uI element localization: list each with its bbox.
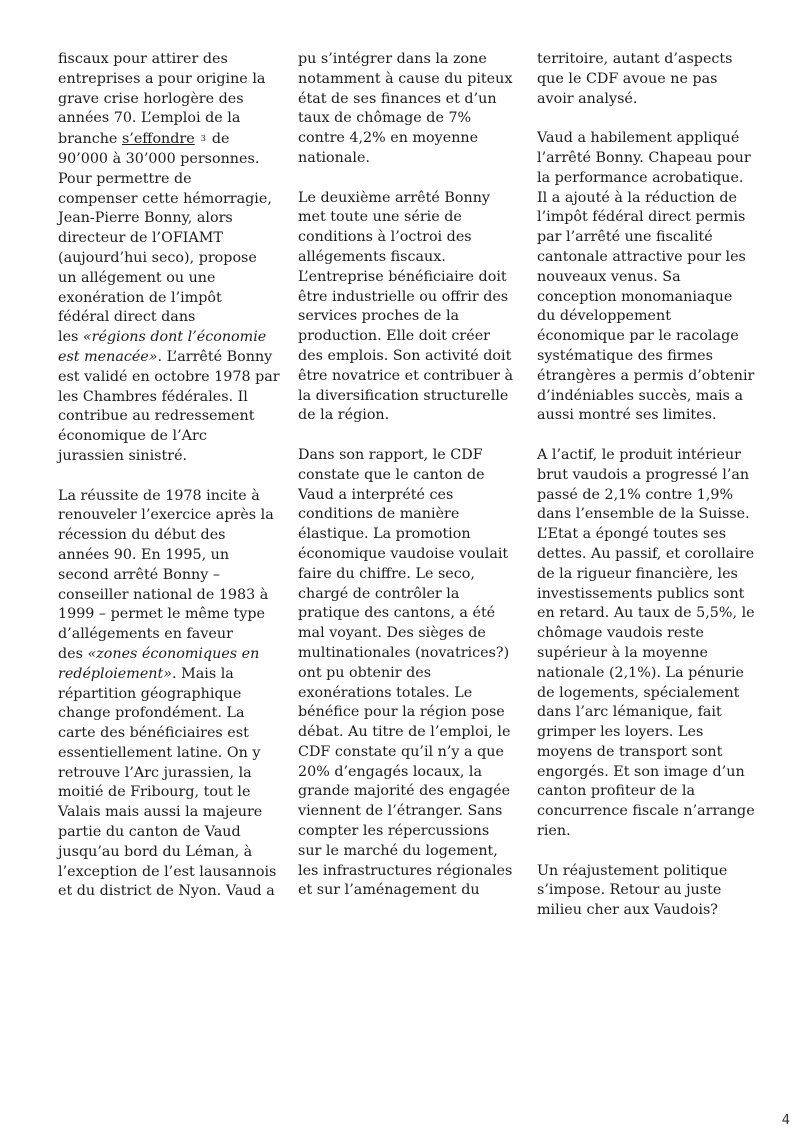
text-run: Pour permettre de	[58, 170, 192, 187]
text-run: systématique des firmes	[537, 347, 713, 364]
text-run: . Mais la	[172, 665, 234, 682]
text-run: L’entreprise bénéficiaire doit	[298, 268, 507, 285]
text-run: compter les répercussions	[298, 823, 490, 840]
text-line	[58, 823, 278, 843]
text-run: économique par le racolage	[537, 328, 739, 345]
text-run: de logements, spécialement	[537, 684, 740, 701]
text-line	[298, 268, 518, 288]
text-run: services proches de la	[298, 308, 460, 325]
text-run: partie du canton de Vaud	[58, 824, 241, 841]
text-run: compenser cette hémorragie,	[58, 190, 272, 207]
paragraph	[537, 129, 757, 426]
text-line	[58, 289, 278, 309]
text-line	[537, 604, 757, 624]
text-run: 20% d’engagés locaux, la	[298, 763, 483, 780]
text-run: un allégement ou une	[58, 269, 216, 286]
text-run: grande majorité des engagée	[298, 783, 511, 800]
text-run: carte des bénéficiaires est	[58, 725, 249, 742]
text-run: exonérations totales. Le	[298, 684, 473, 701]
text-line	[298, 367, 518, 387]
text-line	[58, 605, 278, 625]
text-run: concurrence fiscale n’arrange	[537, 803, 755, 820]
text-run: CDF constate qu’il n’y a que	[298, 743, 504, 760]
text-line	[298, 347, 518, 367]
text-line	[58, 348, 278, 368]
text-run: conseiller national de 1983 à	[58, 586, 269, 603]
text-line	[58, 685, 278, 705]
text-run: territoire, autant d’aspects	[537, 51, 733, 67]
text-run: essentiellement latine. On y	[58, 744, 261, 761]
text-run: pu s’intégrer dans la zone	[298, 51, 487, 67]
text-run: dans l’arc lémanique, fait	[537, 704, 722, 721]
text-run: dettes. Au passif, et corollaire	[537, 545, 755, 562]
text-line	[58, 882, 278, 902]
text-line	[298, 406, 518, 426]
text-line	[58, 704, 278, 724]
text-run: L’Etat a épongé toutes ses	[537, 526, 727, 543]
text-run: Un réajustement politique	[537, 862, 728, 879]
text-line	[298, 565, 518, 585]
text-line	[537, 367, 757, 387]
text-run: rien.	[537, 823, 571, 840]
page-number: 4	[781, 1113, 790, 1128]
text-run: Dans son rapport, le CDF	[298, 446, 483, 463]
text-line	[537, 644, 757, 664]
text-line	[537, 743, 757, 763]
text-line	[537, 327, 757, 347]
text-run: l’exception de l’est lausannois	[58, 863, 277, 880]
text-run: économique vaudoise voulait	[298, 545, 509, 562]
text-column-3	[537, 50, 757, 941]
text-run: état de ses finances et d’un	[298, 90, 497, 107]
text-line	[298, 525, 518, 545]
text-run: allégements fiscaux.	[298, 248, 446, 265]
text-run: la performance acrobatique.	[537, 169, 744, 186]
text-line	[537, 881, 757, 901]
text-line	[58, 90, 278, 110]
text-run: constate que le canton de	[298, 466, 485, 483]
text-run: branche	[58, 131, 122, 148]
text-line	[298, 842, 518, 862]
text-line	[298, 802, 518, 822]
text-line	[537, 70, 757, 90]
text-run: entreprises a pour origine la	[58, 70, 266, 87]
text-line	[58, 407, 278, 427]
text-line	[58, 803, 278, 823]
text-run: nouveaux venus. Sa	[537, 268, 681, 285]
text-run: milieu cher aux Vaudois?	[537, 902, 718, 919]
text-line	[298, 604, 518, 624]
text-run: jurassien sinistré.	[58, 447, 188, 464]
text-line	[298, 881, 518, 901]
text-run: supérieur à la moyenne	[537, 644, 708, 661]
text-line	[537, 248, 757, 268]
text-run: que le CDF avoue ne pas	[537, 70, 718, 87]
paragraph	[58, 487, 278, 903]
text-line	[58, 269, 278, 289]
text-run: débat. Au titre de l’emploi, le	[298, 724, 511, 741]
text-line	[537, 50, 757, 70]
text-run: avoir analysé.	[537, 90, 638, 107]
text-line	[298, 486, 518, 506]
text-line	[537, 129, 757, 149]
text-run: économique de l’Arc	[58, 428, 207, 445]
text-line	[298, 307, 518, 327]
text-line	[298, 703, 518, 723]
text-line	[298, 228, 518, 248]
text-line	[58, 150, 278, 170]
text-run: de	[211, 131, 230, 148]
text-run: des	[58, 645, 88, 662]
text-line	[298, 109, 518, 129]
text-line	[537, 307, 757, 327]
text-run: être novatrice et contribuer à	[298, 367, 514, 384]
text-run: moyens de transport sont	[537, 743, 723, 760]
text-run: second arrêté Bonny –	[58, 566, 221, 583]
text-run: élastique. La promotion	[298, 526, 471, 543]
text-line	[58, 170, 278, 190]
text-run: retrouve l’Arc jurassien, la	[58, 764, 252, 781]
text-column-1	[58, 50, 278, 922]
text-line	[58, 447, 278, 467]
text-run: d’allégements en faveur	[58, 626, 233, 643]
text-run: pratique des cantons, a été	[298, 605, 496, 622]
text-line	[298, 189, 518, 209]
text-line	[537, 208, 757, 228]
text-line	[298, 862, 518, 882]
italic-quote: est menacée»	[58, 348, 158, 365]
text-run: grave crise horlogère des	[58, 90, 244, 107]
text-line	[537, 505, 757, 525]
text-line	[537, 763, 757, 783]
text-run: renouveler l’exercice après la	[58, 507, 274, 524]
text-line	[298, 624, 518, 644]
text-line	[537, 525, 757, 545]
text-run: l’arrêté Bonny. Chapeau pour	[537, 149, 751, 166]
text-line	[58, 50, 278, 70]
text-run: chargé de contrôler la	[298, 585, 460, 602]
text-run: de la région.	[298, 407, 390, 424]
text-run: change profondément. La	[58, 705, 245, 722]
text-run: (aujourd’hui seco), propose	[58, 249, 257, 266]
paragraph	[58, 50, 278, 467]
text-line	[537, 802, 757, 822]
text-line	[537, 90, 757, 110]
text-run: fiscaux pour attirer des	[58, 51, 228, 67]
text-line	[537, 664, 757, 684]
text-line	[58, 427, 278, 447]
italic-quote: «zones économiques en	[87, 645, 260, 662]
text-run: des emplois. Son activité doit	[298, 347, 512, 364]
text-run: 90’000 à 30’000 personnes.	[58, 150, 260, 167]
text-run: . L’arrêté Bonny	[157, 348, 273, 365]
text-run: contre 4,2% en moyenne	[298, 130, 479, 147]
text-run: conditions à l’octroi des	[298, 229, 472, 246]
text-run: et du district de Nyon. Vaud a	[58, 883, 275, 900]
text-line	[298, 208, 518, 228]
paragraph	[537, 862, 757, 921]
text-run: fédéral direct dans	[58, 309, 196, 326]
text-run: faire du chiffre. Le seco,	[298, 565, 475, 582]
text-line	[537, 406, 757, 426]
text-line	[58, 724, 278, 744]
text-run: canton profiteur de la	[537, 783, 696, 800]
text-line	[58, 368, 278, 388]
text-line	[58, 665, 278, 685]
text-line	[58, 546, 278, 566]
text-line	[58, 109, 278, 129]
text-line	[58, 190, 278, 210]
text-run: brut vaudois a progressé l’an	[537, 466, 750, 483]
text-line	[537, 347, 757, 367]
text-line	[298, 585, 518, 605]
text-run: bénéfice pour la région pose	[298, 704, 505, 721]
text-run: chômage vaudois reste	[537, 625, 704, 642]
italic-quote: redéploiement»	[58, 665, 172, 682]
footnote-marker: 3	[200, 134, 206, 144]
text-line	[537, 862, 757, 882]
text-run: multinationales (novatrices?)	[298, 644, 510, 661]
text-run: d’indéniables succès, mais a	[537, 387, 743, 404]
text-run: les	[58, 329, 83, 346]
text-column-2	[298, 50, 518, 921]
text-line	[298, 723, 518, 743]
text-run: Le deuxième arrêté Bonny	[298, 189, 490, 206]
paragraph	[298, 446, 518, 901]
text-line	[58, 229, 278, 249]
text-run: Vaud a interprété ces	[298, 486, 454, 503]
text-run: conditions de manière	[298, 506, 460, 523]
text-line	[58, 586, 278, 606]
paragraph	[298, 50, 518, 169]
text-run: Jean-Pierre Bonny, alors	[58, 210, 233, 227]
text-line	[58, 129, 278, 150]
text-line	[298, 782, 518, 802]
text-line	[58, 388, 278, 408]
text-line	[537, 585, 757, 605]
text-line	[537, 782, 757, 802]
text-line	[537, 268, 757, 288]
text-line	[298, 70, 518, 90]
text-run: Vaud a habilement appliqué	[537, 130, 740, 147]
text-run: ont pu obtenir des	[298, 664, 432, 681]
text-run: directeur de l’OFIAMT	[58, 230, 223, 247]
text-line	[298, 505, 518, 525]
text-run: notamment à cause du piteux	[298, 70, 513, 87]
text-line	[298, 129, 518, 149]
text-line	[298, 684, 518, 704]
text-run: Il a ajouté à la réduction de	[537, 189, 738, 206]
text-line	[537, 624, 757, 644]
text-line	[58, 863, 278, 883]
text-line	[537, 565, 757, 585]
text-line	[58, 843, 278, 863]
underlined-word: s’effondre	[121, 131, 195, 148]
text-run: années 90. En 1995, un	[58, 546, 230, 563]
paragraph	[537, 50, 757, 109]
text-line	[537, 228, 757, 248]
text-line	[298, 446, 518, 466]
text-run: 1999 – permet le même type	[58, 606, 265, 623]
text-line	[58, 209, 278, 229]
text-line	[58, 308, 278, 328]
text-line	[58, 249, 278, 269]
text-line	[537, 446, 757, 466]
paragraph	[537, 446, 757, 842]
text-line	[298, 763, 518, 783]
text-run: investissements publics sont	[537, 585, 745, 602]
text-line	[298, 327, 518, 347]
text-run: Valais mais aussi la majeure	[58, 804, 263, 821]
text-line	[537, 387, 757, 407]
text-line	[298, 822, 518, 842]
text-line	[537, 684, 757, 704]
text-run: l’impôt fédéral direct permis	[537, 209, 746, 226]
text-line	[298, 50, 518, 70]
text-line	[537, 723, 757, 743]
text-line	[58, 506, 278, 526]
text-run: être industrielle ou offrir des	[298, 288, 509, 305]
text-line	[58, 625, 278, 645]
text-line	[298, 149, 518, 169]
text-line	[537, 545, 757, 565]
text-line	[298, 288, 518, 308]
text-line	[537, 486, 757, 506]
text-line	[298, 664, 518, 684]
text-run: récession du début des	[58, 527, 226, 544]
text-line	[58, 487, 278, 507]
text-run: nationale (2,1%). La pénurie	[537, 664, 744, 681]
text-run: A l’actif, le produit intérieur	[537, 446, 741, 463]
text-run: nationale.	[298, 149, 370, 166]
text-run: répartition géographique	[58, 685, 242, 702]
text-line	[537, 466, 757, 486]
text-run: les infrastructures régionales	[298, 862, 513, 879]
text-run: du développement	[537, 308, 671, 325]
paragraph	[298, 189, 518, 427]
text-line	[58, 328, 278, 348]
text-run: conception monomaniaque	[537, 288, 733, 305]
text-line	[298, 387, 518, 407]
text-run: aussi montré ses limites.	[537, 407, 717, 424]
text-run: la diversification structurelle	[298, 387, 509, 404]
text-line	[58, 783, 278, 803]
text-run: La réussite de 1978 incite à	[58, 487, 260, 504]
text-run: mal voyant. Des sièges de	[298, 625, 486, 642]
text-run: par l’arrêté une fiscalité	[537, 229, 713, 246]
text-run: s’impose. Retour au juste	[537, 882, 722, 899]
text-run: est validé en octobre 1978 par	[58, 368, 280, 385]
text-run: de la rigueur financière, les	[537, 565, 738, 582]
text-line	[537, 822, 757, 842]
text-run: contribue au redressement	[58, 408, 255, 425]
text-run: sur le marché du logement,	[298, 842, 498, 859]
text-run: met toute une série de	[298, 209, 462, 226]
text-run: étrangères a permis d’obtenir	[537, 367, 755, 384]
text-run: jusqu’au bord du Léman, à	[58, 843, 253, 860]
text-line	[298, 644, 518, 664]
text-line	[298, 743, 518, 763]
text-run: exonération de l’impôt	[58, 289, 222, 306]
text-line	[58, 764, 278, 784]
text-run: les Chambres fédérales. Il	[58, 388, 248, 405]
text-line	[298, 90, 518, 110]
text-line	[537, 901, 757, 921]
text-line	[58, 744, 278, 764]
text-line	[537, 288, 757, 308]
text-line	[537, 149, 757, 169]
text-line	[58, 566, 278, 586]
text-line	[537, 169, 757, 189]
text-line	[58, 645, 278, 665]
text-run: années 70. L’emploi de la	[58, 110, 241, 127]
text-line	[537, 189, 757, 209]
text-line	[298, 466, 518, 486]
text-line	[58, 526, 278, 546]
text-run: cantonale attractive pour les	[537, 248, 746, 265]
text-run: grimper les loyers. Les	[537, 724, 704, 741]
text-run: en retard. Au taux de 5,5%, le	[537, 605, 755, 622]
text-run: taux de chômage de 7%	[298, 110, 472, 127]
text-run: production. Elle doit créer	[298, 328, 490, 345]
text-run: passé de 2,1% contre 1,9%	[537, 486, 734, 503]
text-run: et sur l’aménagement du	[298, 882, 480, 899]
text-run: engorgés. Et son image d’un	[537, 763, 745, 780]
text-run: viennent de l’étranger. Sans	[298, 803, 503, 820]
text-line	[537, 703, 757, 723]
text-run: moitié de Fribourg, tout le	[58, 784, 251, 801]
text-run: dans l’ensemble de la Suisse.	[537, 506, 750, 523]
italic-quote: «régions dont l’économie	[82, 329, 267, 346]
text-line	[58, 70, 278, 90]
text-line	[298, 545, 518, 565]
text-line	[298, 248, 518, 268]
